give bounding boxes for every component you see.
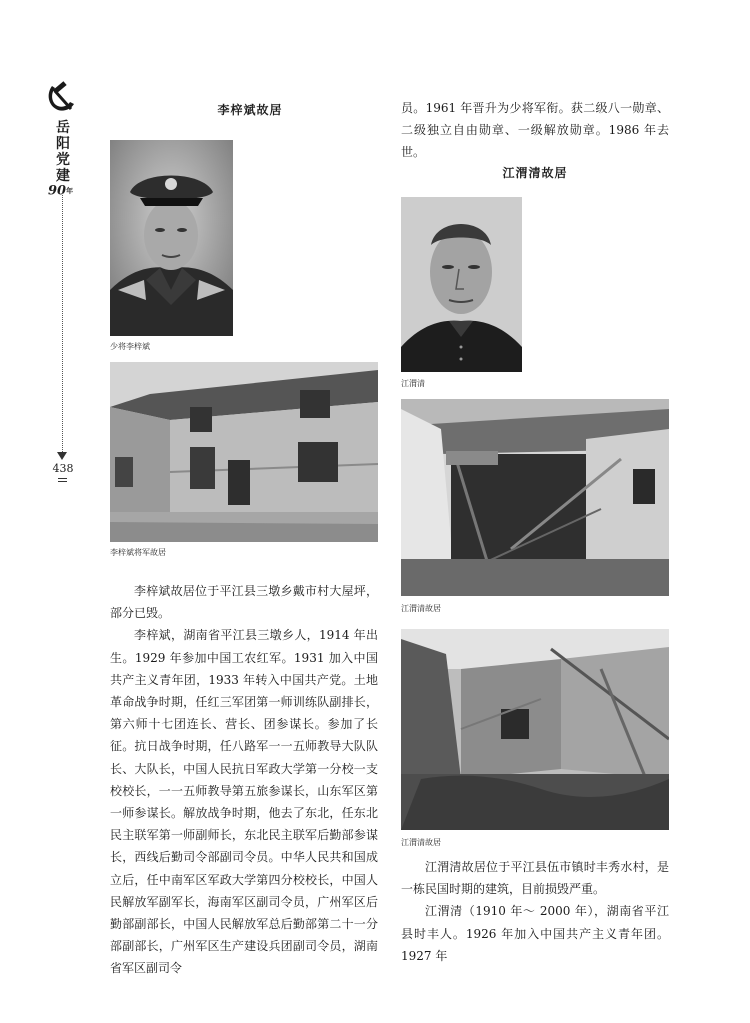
paragraph: 江渭清故居位于平江县伍市镇时丰秀水村，是一栋民国时期的建筑，目前损毁严重。 bbox=[401, 860, 669, 897]
anniversary-mark bbox=[48, 184, 82, 198]
paragraph: 江渭清（1910 年～ 2000 年），湖南省平江县时丰人。1926 年加入中国共产主义青年团。1927 年 bbox=[401, 904, 669, 963]
sidebar-title-char: 阳 bbox=[56, 136, 70, 152]
li-zibin-body-text bbox=[110, 580, 378, 980]
sidebar-dotted-line bbox=[62, 192, 63, 454]
li-zibin-house-caption: 李梓斌将军故居 bbox=[110, 548, 166, 557]
jiang-weiqing-ruin-caption-2: 江渭清故居 bbox=[401, 838, 441, 847]
li-zibin-portrait bbox=[110, 140, 233, 336]
jiang-weiqing-portrait bbox=[401, 197, 522, 372]
anniversary-number: 90 bbox=[48, 183, 67, 199]
li-zibin-text-continued bbox=[401, 97, 669, 164]
paragraph: 李梓斌故居位于平江县三墩乡戴市村大屋坪，部分已毁。 bbox=[110, 584, 378, 621]
sidebar-title bbox=[53, 120, 73, 184]
sidebar-title-char: 岳 bbox=[56, 120, 70, 136]
li-zibin-heading: 李梓斌故居 bbox=[217, 103, 283, 117]
jiang-weiqing-ruin-caption-1: 江渭清故居 bbox=[401, 604, 441, 613]
jiang-weiqing-ruin-photo-2 bbox=[401, 629, 669, 830]
party-emblem-icon bbox=[44, 80, 78, 114]
li-zibin-house-photo bbox=[110, 362, 378, 542]
sidebar-title-char: 建 bbox=[56, 168, 70, 184]
jiang-weiqing-heading: 江渭清故居 bbox=[502, 166, 568, 180]
sidebar-arrow-icon bbox=[57, 452, 67, 460]
anniversary-unit: 年 bbox=[66, 186, 74, 195]
paragraph: 李梓斌，湖南省平江县三墩乡人，1914 年出生。1929 年参加中国工农红军。1931 加入中国共产主义青年团，1933 年转入中国共产党。土地革命战争时期，任红三军团第一师训练队副排长，第六师十七团连长、营长、团参谋长。参加了长征。抗日战争时期，任八路军一一五师教导大队队长、大队长，中国人民抗日军政大学第一分校一支校校长，一一五师教导第五旅参谋长，山东军区第一师参谋长。解放战争时期，他去了东北，任东北民主联军第一师副师长，东北民主联军后勤部参谋长，西线后勤司令部副司令员。中华人民共和国成立后，任中南军区军政大学第四分校校长，中国人民解放军副军长，海南军区副司令员，广州军区后勤部副部长，中国人民解放军总后勤部第二十一分部副部长，广州军区生产建设兵团副司令员，湖南省军区副司令 bbox=[110, 628, 378, 976]
li-zibin-portrait-caption: 少将李梓斌 bbox=[110, 342, 150, 351]
jiang-weiqing-portrait-caption: 江渭清 bbox=[401, 379, 425, 388]
page-number: 438 bbox=[52, 462, 74, 475]
paragraph: 员。1961 年晋升为少将军衔。获二级八一勋章、二级独立自由勋章、一级解放勋章。1986 年去世。 bbox=[401, 101, 669, 160]
jiang-weiqing-ruin-photo-1 bbox=[401, 399, 669, 596]
page-rule-icon bbox=[58, 478, 67, 484]
jiang-weiqing-body-text bbox=[401, 856, 669, 967]
sidebar-title-char: 党 bbox=[56, 152, 70, 168]
